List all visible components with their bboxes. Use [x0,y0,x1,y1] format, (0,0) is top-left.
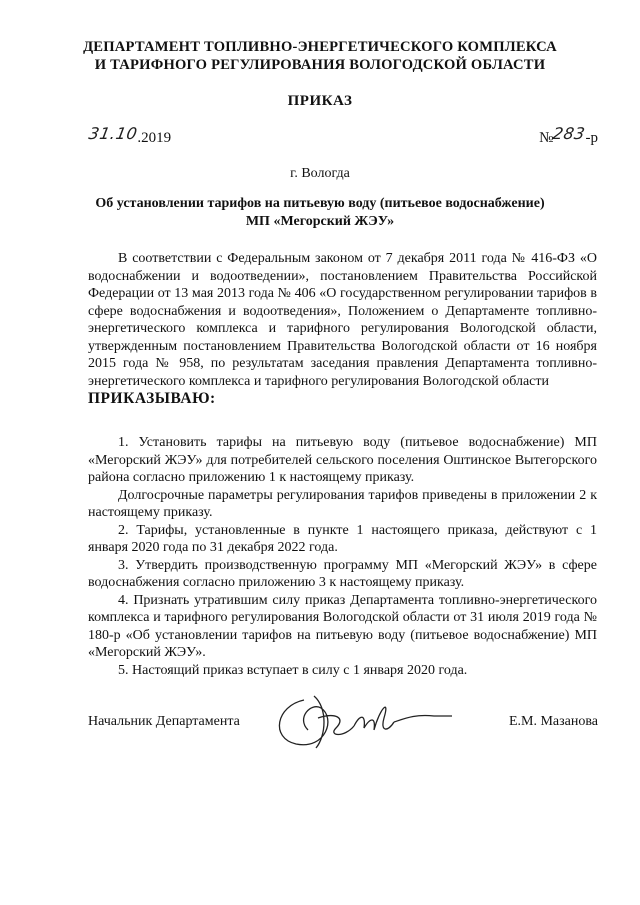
item-4: 4. Признать утратившим силу приказ Департамента топливно-энергетического комплекса и тарифного регулирования Вологодской области от 31 июля 2019 года № 180-р «Об установлении тарифов на питьевую воду (питьевое водоснабжение) МП «Мегорский ЖЭУ». [88,592,597,660]
item-5: 5. Настоящий приказ вступает в силу с 1 января 2020 года. [118,662,468,678]
subject-line-2: МП «Мегорский ЖЭУ» [245,213,395,229]
department-header [40,38,600,74]
item-1: 1. Установить тарифы на питьевую воду (питьевое водоснабжение) МП «Мегорский ЖЭУ» для потребителей сельского поселения Оштинское Вытегорского района согласно приложению 1 к настоящему приказу. [88,435,597,485]
handwritten-signature [266,688,456,758]
order-word: ПРИКАЗЫВАЮ: [88,390,216,407]
items-block [88,434,597,679]
city: г. Вологда [290,166,350,181]
number-suffix: -р [585,130,598,146]
preamble-paragraph: В соответствии с Федеральным законом от 7 декабря 2011 года № 416-ФЗ «О водоснабжении и водоотведении», постановлением Правительства Российской Федерации от 13 мая 2013 года № 406 «О государственном регулировании тарифов в сфере водоснабжения и водоотведения», Положением о Департаменте топливно-энергетического комплекса и тарифного регулирования Вологодской области, утвержденным постановлением Правительства Вологодской области от 16 ноября 2015 года № 958, по результатам заседания правления Департамента топливно-энергетического комплекса и тарифного регулирования Вологодской области [88,251,597,389]
order-subject [60,195,580,230]
subject-line-1: Об установлении тарифов на питьевую воду (питьевое водоснабжение) [95,196,545,211]
header-line-2: И ТАРИФНОГО РЕГУЛИРОВАНИЯ ВОЛОГОДСКОЙ ОБЛАСТИ [94,57,546,73]
item-3: 3. Утвердить производственную программу МП «Мегорский ЖЭУ» в сфере водоснабжения согласно приложению 3 к настоящему приказу. [88,557,597,590]
signatory-role: Начальник Департамента [88,714,240,729]
order-title: ПРИКАЗ [287,93,353,109]
header-line-1: ДЕПАРТАМЕНТ ТОПЛИВНО-ЭНЕРГЕТИЧЕСКОГО КОМПЛЕКСА [83,39,557,55]
order-date [87,124,172,147]
preamble-block [88,250,597,408]
item-2: 2. Тарифы, установленные в пункте 1 настоящего приказа, действуют с 1 января 2020 года по 31 декабря 2022 года. [88,522,597,555]
signature-row [88,714,598,738]
date-year: .2019 [137,130,172,146]
signatory-name: Е.М. Мазанова [508,714,598,729]
date-handwritten: 31.10 [87,124,139,143]
number-prefix: № [539,130,554,146]
item-1-note: Долгосрочные параметры регулирования тарифов приведены в приложении 2 к настоящему приказу. [88,487,597,520]
number-handwritten: 283 [551,124,588,143]
order-number [539,124,598,147]
